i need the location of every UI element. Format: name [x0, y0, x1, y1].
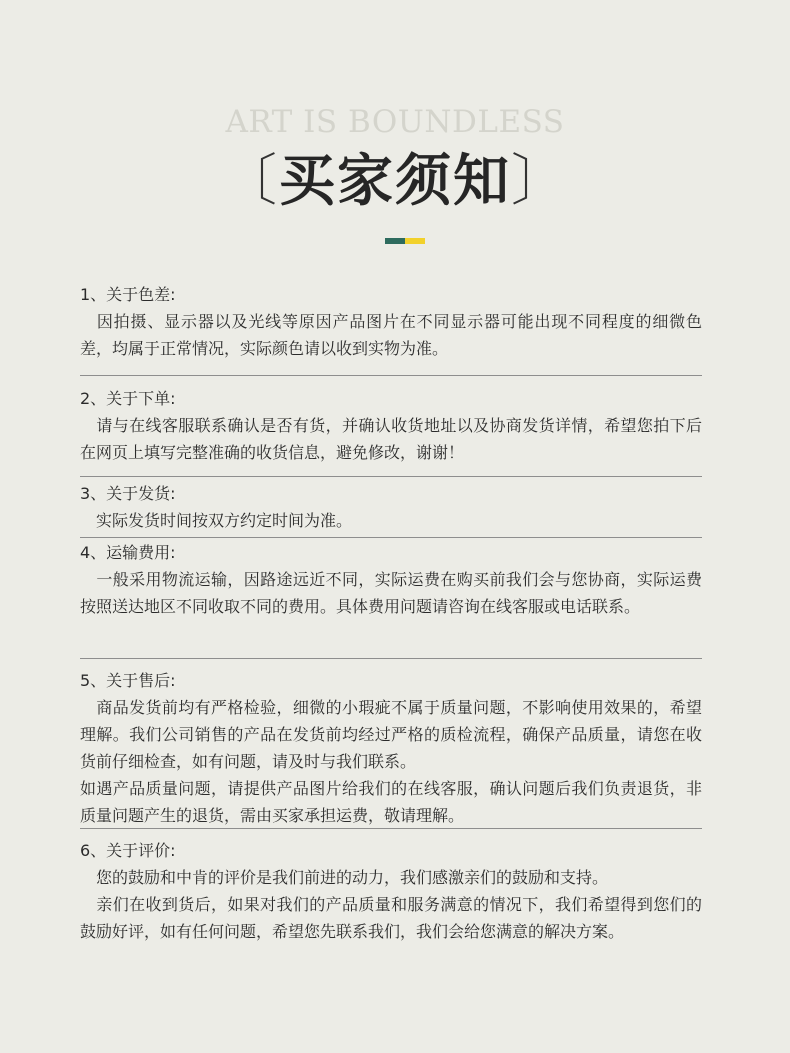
- section-heading: 5、关于售后:: [80, 671, 176, 690]
- section-paragraph: 请与在线客服联系确认是否有货，并确认收货地址以及协商发货详情，希望您拍下后在网页上填写完整准确的收货信息，避免修改，谢谢！: [80, 416, 702, 462]
- section-paragraph: 一般采用物流运输，因路途远近不同，实际运费在购买前我们会与您协商，实际运费按照送达地区不同收取不同的费用。具体费用问题请咨询在线客服或电话联系。: [80, 570, 702, 616]
- divider: [80, 375, 702, 376]
- section-ordering: [80, 386, 702, 466]
- section-paragraph: 亲们在收到货后，如果对我们的产品质量和服务满意的情况下，我们希望得到您们的鼓励好评，如有任何问题，希望您先联系我们，我们会给您满意的解决方案。: [80, 895, 702, 941]
- accent-yellow: [405, 238, 425, 244]
- title-text: 买家须知: [279, 148, 511, 214]
- subtitle: ART IS BOUNDLESS: [225, 104, 565, 140]
- section-heading: 1、关于色差:: [80, 285, 176, 304]
- section-shipping: [80, 481, 702, 534]
- divider: [80, 537, 702, 538]
- section-paragraph: 因拍摄、显示器以及光线等原因产品图片在不同显示器可能出现不同程度的细微色差，均属于正常情况，实际颜色请以收到实物为准。: [80, 312, 702, 358]
- section-paragraph: 实际发货时间按双方约定时间为准。: [80, 511, 353, 530]
- section-reviews: [80, 838, 702, 945]
- accent-bar: [385, 238, 425, 244]
- section-paragraph: 您的鼓励和中肯的评价是我们前进的动力，我们感激亲们的鼓励和支持。: [80, 868, 609, 887]
- divider: [80, 828, 702, 829]
- section-freight: [80, 540, 702, 620]
- section-heading: 6、关于评价:: [80, 841, 176, 860]
- divider: [80, 476, 702, 477]
- section-heading: 3、关于发货:: [80, 484, 176, 503]
- accent-green: [385, 238, 405, 244]
- section-color-difference: [80, 282, 702, 362]
- section-heading: 2、关于下单:: [80, 389, 176, 408]
- page-title: [0, 146, 790, 217]
- section-paragraph: 商品发货前均有严格检验，细微的小瑕疵不属于质量问题，不影响使用效果的，希望理解。我们公司销售的产品在发货前均经过严格的质检流程，确保产品质量，请您在收货前仔细检查，如有问题，请及时与我们联系。: [80, 698, 702, 771]
- section-paragraph: 如遇产品质量问题，请提供产品图片给我们的在线客服，确认问题后我们负责退货，非质量问题产生的退货，需由买家承担运费，敬请理解。: [80, 779, 702, 825]
- divider: [80, 658, 702, 659]
- section-after-sales: [80, 668, 702, 829]
- section-heading: 4、运输费用:: [80, 543, 176, 562]
- title-bracket-close: 〕: [511, 149, 569, 214]
- title-bracket-open: 〔: [221, 149, 279, 214]
